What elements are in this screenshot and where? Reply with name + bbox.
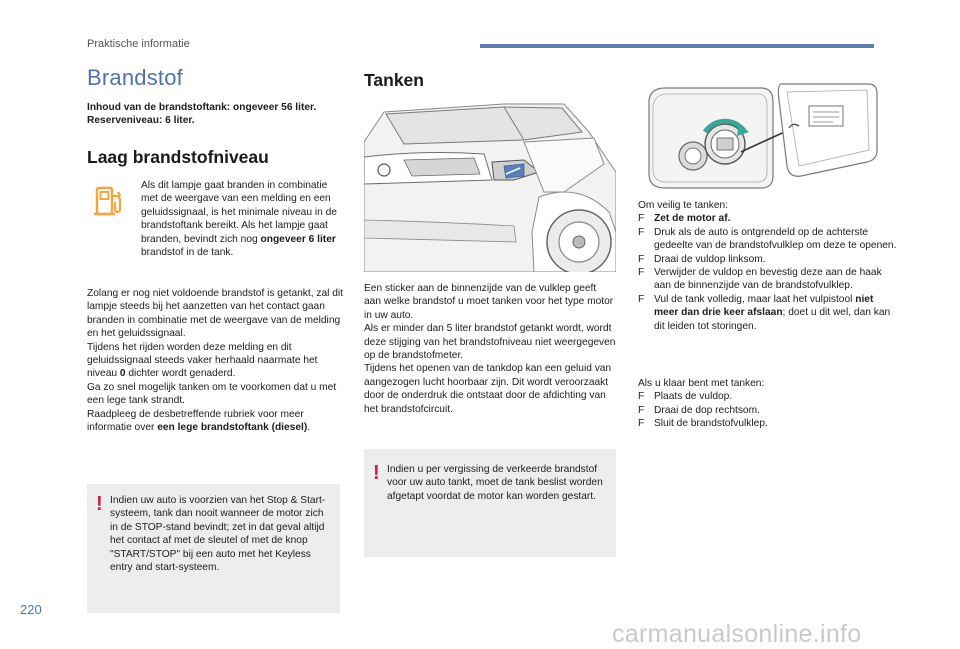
fuel-cap-illustration [641, 80, 881, 192]
list-item: F Sluit de brandstofvulklep. [638, 418, 768, 430]
page-number: 220 [20, 602, 42, 617]
list-item: F Druk als de auto is ontgrendeld op de achterste gedeelte van de brandstofvulklep om deze te openen. [638, 226, 897, 252]
steps-list [638, 212, 900, 333]
after-steps-list [638, 390, 900, 430]
list-item: F Vul de tank volledig, maar laat het vulpistool niet meer dan drie keer afslaan; doet u dit wel, dan kan dit leiden tot storingen. [638, 293, 891, 332]
list-item: F Verwijder de vuldop en bevestig deze aan de haak aan de binnenzijde van de brandstofvulklep. [638, 267, 882, 292]
refuelling-steps [638, 199, 900, 333]
warning-box-stop-start [87, 484, 340, 613]
section-tag: Praktische informatie [87, 38, 190, 50]
steps-intro: Om veilig te tanken: [638, 200, 729, 211]
page-title: Brandstof [87, 65, 183, 90]
list-item: F Draai de dop rechtsom. [638, 404, 760, 416]
low-fuel-paragraph: Zolang er nog niet voldoende brandstof is getankt, zal dit lampje steeds bij het aanzetten van het contact gaan branden in combinatie met de weergave van de melding en het geluidssignaal. Tijdens het rijden worden deze melding en dit geluidssignaal steeds vaker herhaald naarmate het niveau 0 dichter wordt genaderd. Ga zo snel mogelijk tanken om te voorkomen dat u met een lege tank strandt. Raadpleeg de desbetreffende rubriek voor meer informatie over een lege brandstoftank (diesel). [87, 288, 343, 434]
heading-low-fuel: Laag brandstofniveau [87, 147, 269, 167]
watermark: carmanualsonline.info [612, 620, 862, 648]
warning-text: Indien uw auto is voorzien van het Stop & Start-systeem, tank dan nooit wanneer de motor zich in de STOP-stand bevindt; zet in dat geval altijd het contact af met de sleutel of met de knop "START/STOP" bij een auto met het Keyless entry and start-systeem. [110, 495, 326, 574]
list-item: F Zet de motor af. [638, 213, 731, 225]
warning-box-wrong-fuel [364, 449, 616, 557]
intro-reserve: Reserveniveau: 6 liter. [87, 115, 195, 127]
heading-refuelling: Tanken [364, 70, 424, 90]
low-fuel-lamp-text: Als dit lampje gaat branden in combinatie met de weergave van een melding en een geluidssignaal, is het minimale niveau in de brandstoftank bereikt. Als het lampje gaat branden, bevindt zich nog ongeveer 6 liter brandstof in de tank. [141, 180, 337, 259]
list-item: F Draai de vuldop linksom. [638, 253, 766, 265]
intro-capacity: Inhoud van de brandstoftank: ongeveer 56 liter. [87, 102, 317, 113]
warning-icon: ! [96, 493, 103, 515]
warning-icon: ! [373, 462, 380, 484]
car-rear-illustration [364, 102, 616, 272]
intro-text [87, 101, 349, 128]
header-bar [480, 44, 874, 48]
after-refuelling [638, 377, 900, 431]
fuel-pump-icon [92, 184, 126, 218]
warning-text: Indien u per vergissing de verkeerde brandstof voor uw auto tankt, moet de tank beslist worden afgetapt voordat de motor kan worden gestart. [387, 464, 603, 502]
list-item: F Plaats de vuldop. [638, 391, 733, 403]
after-intro: Als u klaar bent met tanken: [638, 378, 765, 389]
refuelling-paragraph: Een sticker aan de binnenzijde van de vulklep geeft aan welke brandstof u moet tanken voor het type motor in uw auto. Als er minder dan 5 liter brandstof getankt wordt, wordt deze stijging van het brandstofniveau niet weergegeven op de brandstofmeter. Tijdens het openen van de tankdop kan een geluid van aangezogen lucht hoorbaar zijn. Dit wordt veroorzaakt door de onderdruk die ontstaat door de afdichting van het brandstofcircuit. [364, 283, 616, 415]
